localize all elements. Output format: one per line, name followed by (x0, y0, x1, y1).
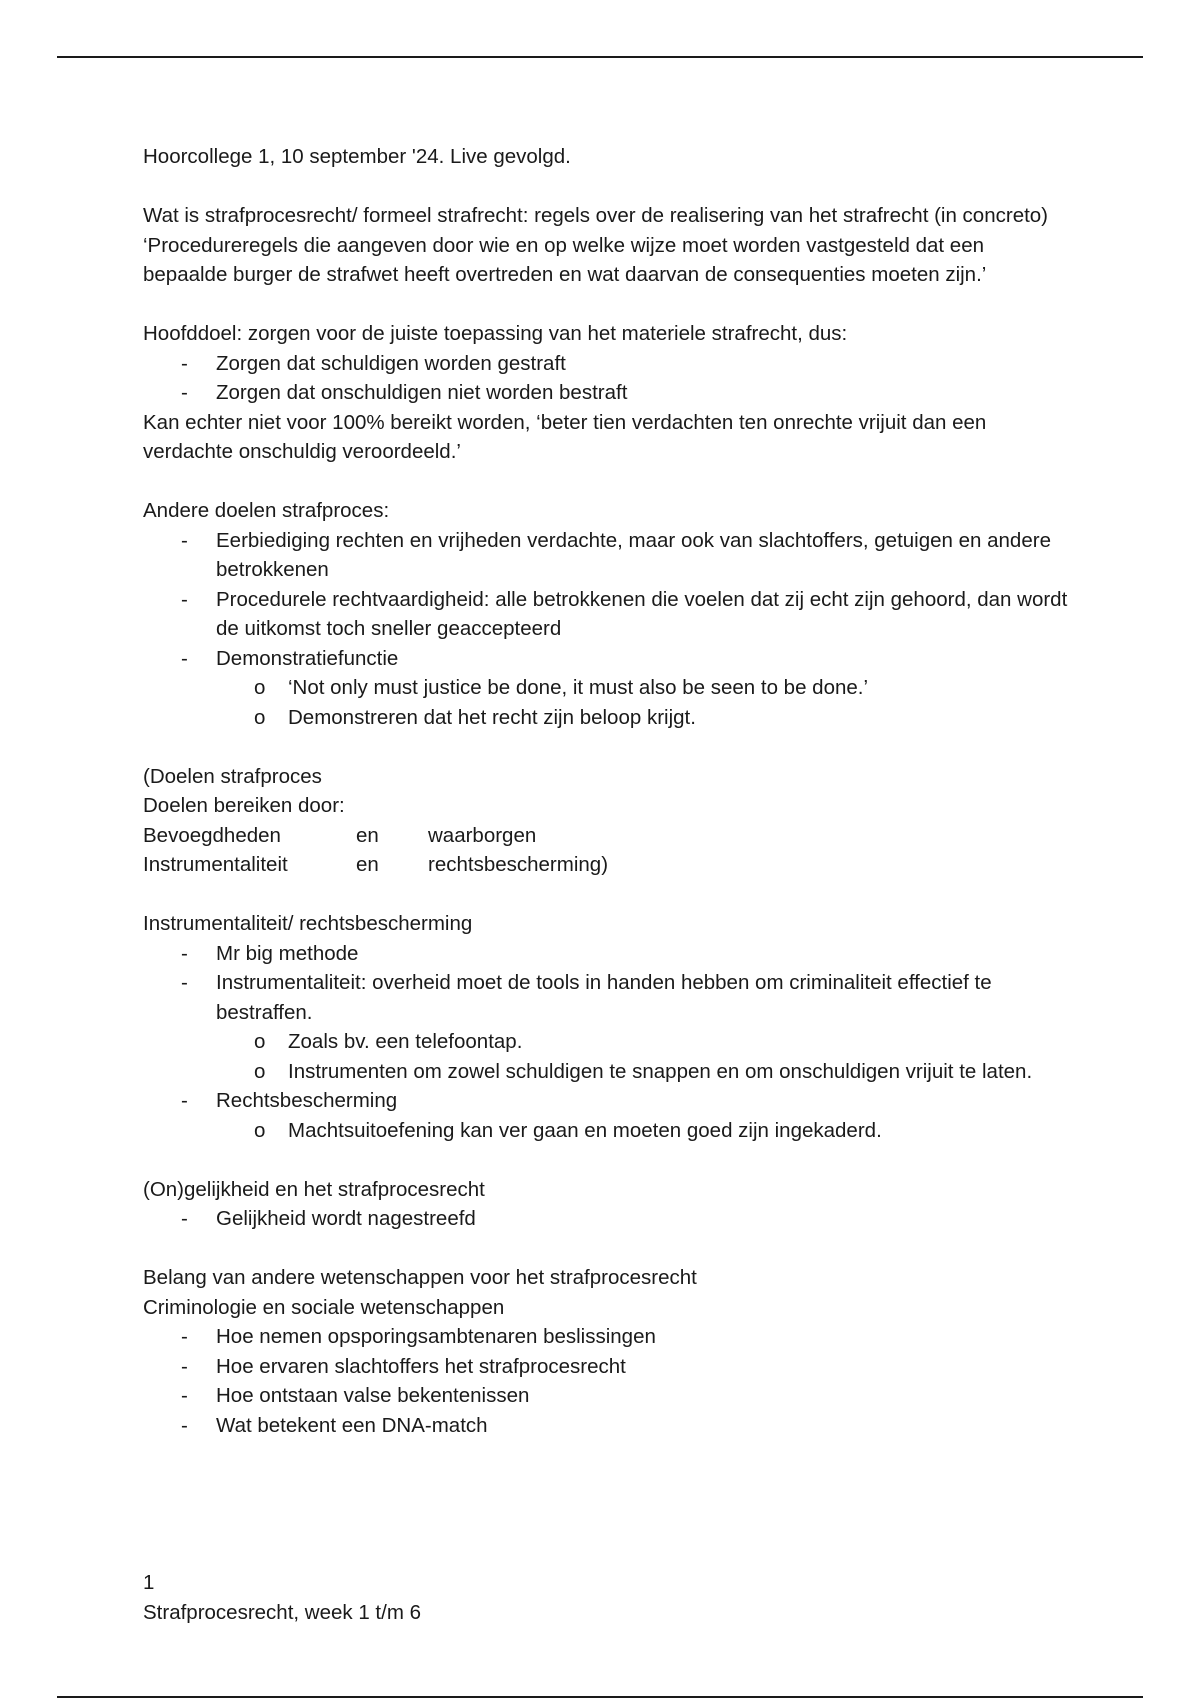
list-item: - Gelijkheid wordt nagestreefd (143, 1204, 1073, 1234)
goals-table-cell: Bevoegdheden (143, 823, 281, 847)
equality-list (143, 1204, 1073, 1234)
list-item (143, 968, 1073, 1086)
sciences-heading: Belang van andere wetenschappen voor het strafprocesrecht (143, 1266, 697, 1289)
definition-line: Wat is strafprocesrecht/ formeel strafrecht: regels over de realisering van het strafrecht (in concreto) (143, 204, 1049, 227)
goals-table-cell: en (356, 853, 379, 876)
page-footer (143, 1568, 421, 1627)
list-item: - Hoe ervaren slachtoffers het strafprocesrecht (143, 1352, 1073, 1382)
list-item-label: Instrumentaliteit: overheid moet de tools in handen hebben om criminaliteit effectief te bestraffen. (216, 971, 992, 1024)
main-goal-note: Kan echter niet voor 100% bereikt worden, ‘beter tien verdachten ten onrechte vrijuit dan een verdachte onschuldig veroordeeld.’ (143, 410, 987, 463)
definition-quote: ‘Procedureregels die aangeven door wie en op welke wijze moet worden vastgesteld dat een bepaalde burger de strafwet heeft overtreden en wat daarvan de consequenties moeten zijn.’ (143, 233, 987, 286)
sciences-list (143, 1322, 1073, 1440)
goals-table-cell: en (356, 823, 379, 847)
list-item-label: Demonstratiefunctie (216, 646, 399, 670)
sub-list (216, 673, 1073, 732)
list-item: - Procedurele rechtvaardigheid: alle betrokkenen die voelen dat zij echt zijn gehoord, dan wordt de uitkomst toch sneller geaccepteerd (143, 585, 1073, 644)
list-item-label: Rechtsbescherming (216, 1089, 398, 1112)
instrumentality-heading: Instrumentaliteit/ rechtsbescherming (143, 912, 473, 935)
list-item: - Hoe ontstaan valse bekentenissen (143, 1381, 1073, 1411)
goals-table-row (143, 850, 1073, 880)
sub-list (216, 1116, 1073, 1146)
goals-table-line2: Doelen bereiken door: (143, 794, 345, 817)
footer-rule (57, 1696, 1143, 1698)
goals-table-line1: (Doelen strafproces (143, 764, 322, 788)
goals-table-cell: rechtsbescherming) (428, 853, 609, 876)
intro-line: Hoorcollege 1, 10 september '24. Live gevolgd. (143, 145, 571, 168)
equality-heading: (On)gelijkheid en het strafprocesrecht (143, 1177, 485, 1201)
page-number: 1 (143, 1571, 155, 1594)
list-item: - Mr big methode (143, 939, 1073, 969)
instrumentality-list (143, 939, 1073, 1146)
list-item: - Eerbiediging rechten en vrijheden verdachte, maar ook van slachtoffers, getuigen en andere betrokkenen (143, 526, 1073, 585)
other-goals-heading: Andere doelen strafproces: (143, 499, 390, 522)
goals-table-row (143, 821, 1073, 851)
list-item (143, 1086, 1073, 1145)
sub-list (216, 1027, 1073, 1086)
goals-table-cell: Instrumentaliteit (143, 853, 288, 876)
sub-list-item: o Instrumenten om zowel schuldigen te snappen en om onschuldigen vrijuit te laten. (216, 1057, 1073, 1087)
other-goals-list (143, 526, 1073, 733)
list-item: - Hoe nemen opsporingsambtenaren beslissingen (143, 1322, 1073, 1352)
list-item: - Zorgen dat onschuldigen niet worden bestraft (143, 378, 1073, 408)
main-goal-list (143, 349, 1073, 408)
list-item: - Zorgen dat schuldigen worden gestraft (143, 349, 1073, 379)
list-item (143, 644, 1073, 733)
list-item: - Wat betekent een DNA-match (143, 1411, 1073, 1441)
document-body (143, 142, 1073, 1440)
main-goal-heading: Hoofddoel: zorgen voor de juiste toepassing van het materiele strafrecht, dus: (143, 322, 848, 345)
sub-list-item: o Demonstreren dat het recht zijn beloop krijgt. (216, 703, 1073, 733)
sciences-subheading: Criminologie en sociale wetenschappen (143, 1295, 505, 1319)
header-rule (57, 56, 1143, 58)
goals-table-cell: waarborgen (428, 823, 537, 847)
course-title: Strafprocesrecht, week 1 t/m 6 (143, 1600, 422, 1624)
sub-list-item: o ‘Not only must justice be done, it must also be seen to be done.’ (216, 673, 1073, 703)
sub-list-item: o Zoals bv. een telefoontap. (216, 1027, 1073, 1057)
sub-list-item: o Machtsuitoefening kan ver gaan en moeten goed zijn ingekaderd. (216, 1116, 1073, 1146)
